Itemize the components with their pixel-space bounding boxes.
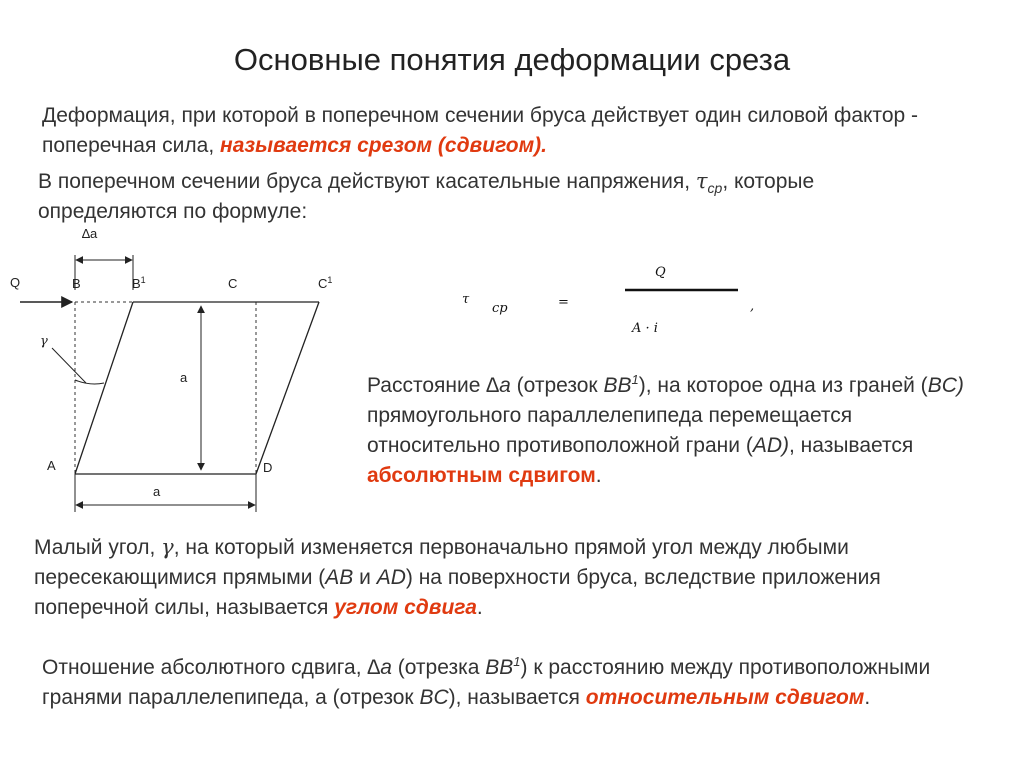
p4-text-2: , на который изменяется первоначально прямой угол между любыми пересекающимися прямыми (	[34, 536, 849, 589]
p5-end: .	[864, 686, 871, 709]
gamma-label: γ	[40, 334, 48, 349]
shear-stress-formula	[450, 228, 790, 348]
formula-tau: τ	[462, 292, 470, 307]
definition-shear-highlight: называется срезом (сдвигом).	[220, 134, 547, 157]
p5-highlight: относительным сдвигом	[585, 686, 865, 709]
p5-bb: BB	[485, 656, 514, 679]
p5-bb-sup: 1	[513, 654, 521, 669]
p5-text-2: (отрезка	[391, 656, 486, 679]
definition-shear-text: Деформация, при которой в поперечном сечении бруса действует один силовой фактор - поперечная сила,	[42, 104, 919, 157]
p4-end: .	[476, 596, 483, 619]
formula-denominator: A · i	[632, 321, 658, 336]
formula-subscript: cp	[492, 301, 508, 316]
label-a-corner: A	[47, 458, 56, 473]
tau-symbol: τ	[695, 169, 708, 193]
label-b: B	[72, 276, 81, 291]
p3-text-4: прямоугольного параллелепипеда перемещается относительно противоположной грани (	[367, 404, 853, 457]
deformed-edge-left	[75, 302, 133, 474]
p3-text-5: , называется	[789, 434, 914, 457]
p3-delta-a: ∆a	[486, 374, 511, 397]
p5-text-1: Отношение абсолютного сдвига,	[42, 656, 368, 679]
p3-bb: BB	[603, 374, 632, 397]
p3-highlight: абсолютным сдвигом	[367, 464, 596, 487]
tau-subscript: cp	[707, 180, 723, 197]
p5-text-4: ), называется	[448, 686, 586, 709]
label-d-corner: D	[263, 460, 273, 475]
p4-ab: AB	[325, 566, 354, 589]
p4-text-4: ) на поверхности бруса, вследствие приложения поперечной силы, называется	[34, 566, 881, 619]
label-c1: $C^1$	[318, 275, 333, 291]
formula-numerator: Q	[655, 265, 666, 280]
shear-angle-definition	[34, 532, 974, 623]
p5-text-3: ) к расстоянию между противоположными гранями параллелепипеда, а (отрезок	[42, 656, 931, 709]
width-label: a	[153, 484, 161, 499]
p4-highlight: углом сдвига	[334, 596, 477, 619]
p3-bc: BC)	[927, 374, 964, 397]
shear-deformation-diagram	[0, 220, 350, 520]
shear-angle-arc	[75, 380, 104, 384]
p3-ad: AD)	[752, 434, 789, 457]
label-b1: $B^1$	[132, 275, 146, 291]
p4-ad: AD	[376, 566, 406, 589]
delta-a-label: ∆a	[82, 226, 98, 241]
formula-comma: ,	[750, 299, 755, 314]
p4-text-1: Малый угол,	[34, 536, 162, 559]
relative-shift-definition	[42, 653, 982, 713]
p3-end: .	[595, 464, 602, 487]
absolute-shift-definition	[367, 371, 977, 491]
deformed-edge-right	[256, 302, 319, 474]
height-label: a	[180, 370, 188, 385]
p3-text-2: (отрезок	[510, 374, 604, 397]
p3-bb-sup: 1	[631, 372, 639, 387]
shear-stress-intro	[38, 166, 938, 227]
label-q: Q	[10, 275, 21, 290]
definition-shear	[42, 101, 942, 161]
page-title: Основные понятия деформации среза	[233, 42, 791, 77]
shear-stress-intro-text-a: В поперечном сечении бруса действуют касательные напряжения,	[38, 170, 696, 193]
p5-bc: BC	[419, 686, 449, 709]
p5-delta-a: ∆a	[367, 656, 392, 679]
label-c: C	[228, 276, 238, 291]
formula-equals: =	[558, 295, 569, 310]
p4-gamma: γ	[161, 535, 174, 559]
p3-text-3: ), на которое одна из граней (	[638, 374, 928, 397]
p3-text-1: Расстояние	[367, 374, 487, 397]
shear-stress-intro-text-b: , которые определяются по формуле:	[38, 170, 815, 223]
p4-text-3: и	[353, 566, 377, 589]
gamma-leader	[52, 348, 86, 383]
